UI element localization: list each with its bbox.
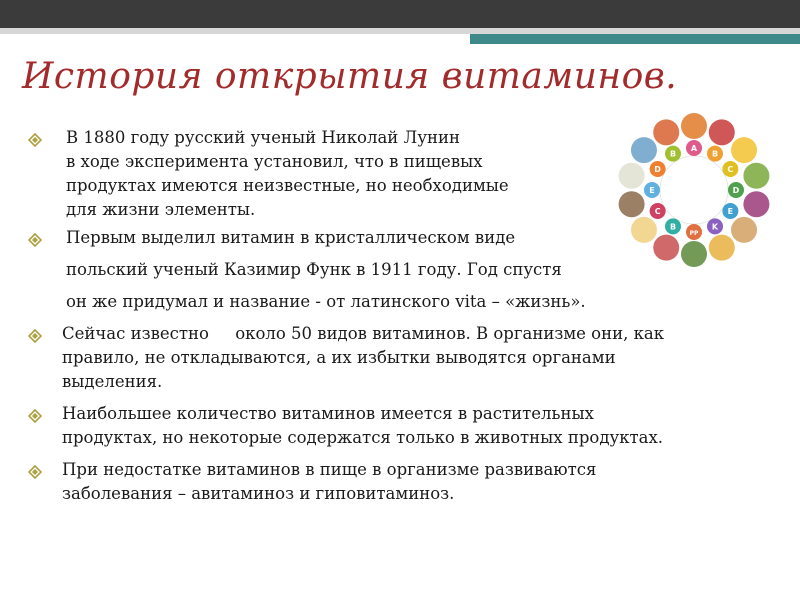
food-icon: [681, 241, 707, 267]
food-icon: [731, 137, 757, 163]
food-icon: [709, 235, 735, 261]
food-icon: [619, 191, 645, 217]
food-icon: [631, 217, 657, 243]
vitamin-badge-letter: PP: [689, 230, 699, 237]
vitamin-badge-letter: C: [654, 207, 661, 216]
food-icon: [653, 119, 679, 145]
bullet-line: заболевания – авитаминоз и гиповитаминоз.: [62, 484, 455, 503]
vitamin-wheel-svg: [614, 110, 774, 270]
bullet-line: правило, не откладываются, а их избытки выводятся органами: [62, 348, 616, 367]
vitamin-badge-letter: B: [669, 222, 677, 232]
bullet-line: выделения.: [62, 372, 163, 391]
slide-title: История открытия витаминов.: [22, 56, 678, 97]
bullet-continuation: [26, 290, 786, 314]
bullet-line: в ходе эксперимента установил, что в пищевых: [66, 152, 483, 171]
food-icon: [709, 119, 735, 145]
top-bar-teal-stripe: [470, 34, 800, 44]
diamond-bullet-icon: [28, 406, 42, 420]
bullet-line: Сейчас известно около 50 видов витаминов. В организме они, как: [62, 324, 665, 343]
bullet-line: продуктах, но некоторые содержатся только в животных продуктах.: [62, 428, 664, 447]
vitamin-badge-letter: K: [711, 222, 719, 232]
diamond-bullet-icon: [28, 230, 42, 244]
food-icon: [743, 191, 769, 217]
food-icon: [731, 217, 757, 243]
diamond-bullet-icon: [28, 326, 42, 340]
bullet-item: [26, 402, 786, 450]
vitamin-badge-letter: B: [669, 149, 677, 159]
vitamin-badge-letter: B: [711, 149, 719, 159]
bullet-line: Первым выделил витамин в кристаллическом виде: [66, 228, 516, 247]
vitamin-badge-letter: D: [732, 186, 740, 195]
bullet-line: для жизни элементы.: [66, 200, 256, 219]
vitamin-badge-letter: C: [727, 165, 734, 174]
food-icon: [619, 163, 645, 189]
bullet-line: При недостатке витаминов в пище в организме развиваются: [62, 460, 597, 479]
vitamin-badge-letter: D: [654, 165, 661, 174]
vitamin-badge-letter: A: [690, 144, 698, 153]
bullet-item: [26, 322, 786, 394]
diamond-bullet-icon: [28, 130, 42, 144]
top-bar: [0, 0, 800, 28]
bullet-item: [26, 458, 786, 506]
bullet-line: он же придумал и название - от латинского vita – «жизнь».: [66, 292, 586, 311]
diamond-bullet-icon: [28, 462, 42, 476]
food-icon: [681, 113, 707, 139]
food-icon: [653, 235, 679, 261]
bullet-line: Наибольшее количество витаминов имеется в растительных: [62, 404, 594, 423]
bullet-line: продуктах имеются неизвестные, но необходимые: [66, 176, 509, 195]
vitamin-wheel-image: [614, 110, 774, 270]
bullet-line: В 1880 году русский ученый Николай Лунин: [66, 128, 461, 147]
bullet-line: польский ученый Казимир Функ в 1911 году. Год спустя: [66, 260, 562, 279]
food-icon: [631, 137, 657, 163]
vitamin-badge-letter: E: [649, 186, 655, 195]
vitamin-badge-letter: E: [727, 207, 734, 216]
food-icon: [743, 163, 769, 189]
